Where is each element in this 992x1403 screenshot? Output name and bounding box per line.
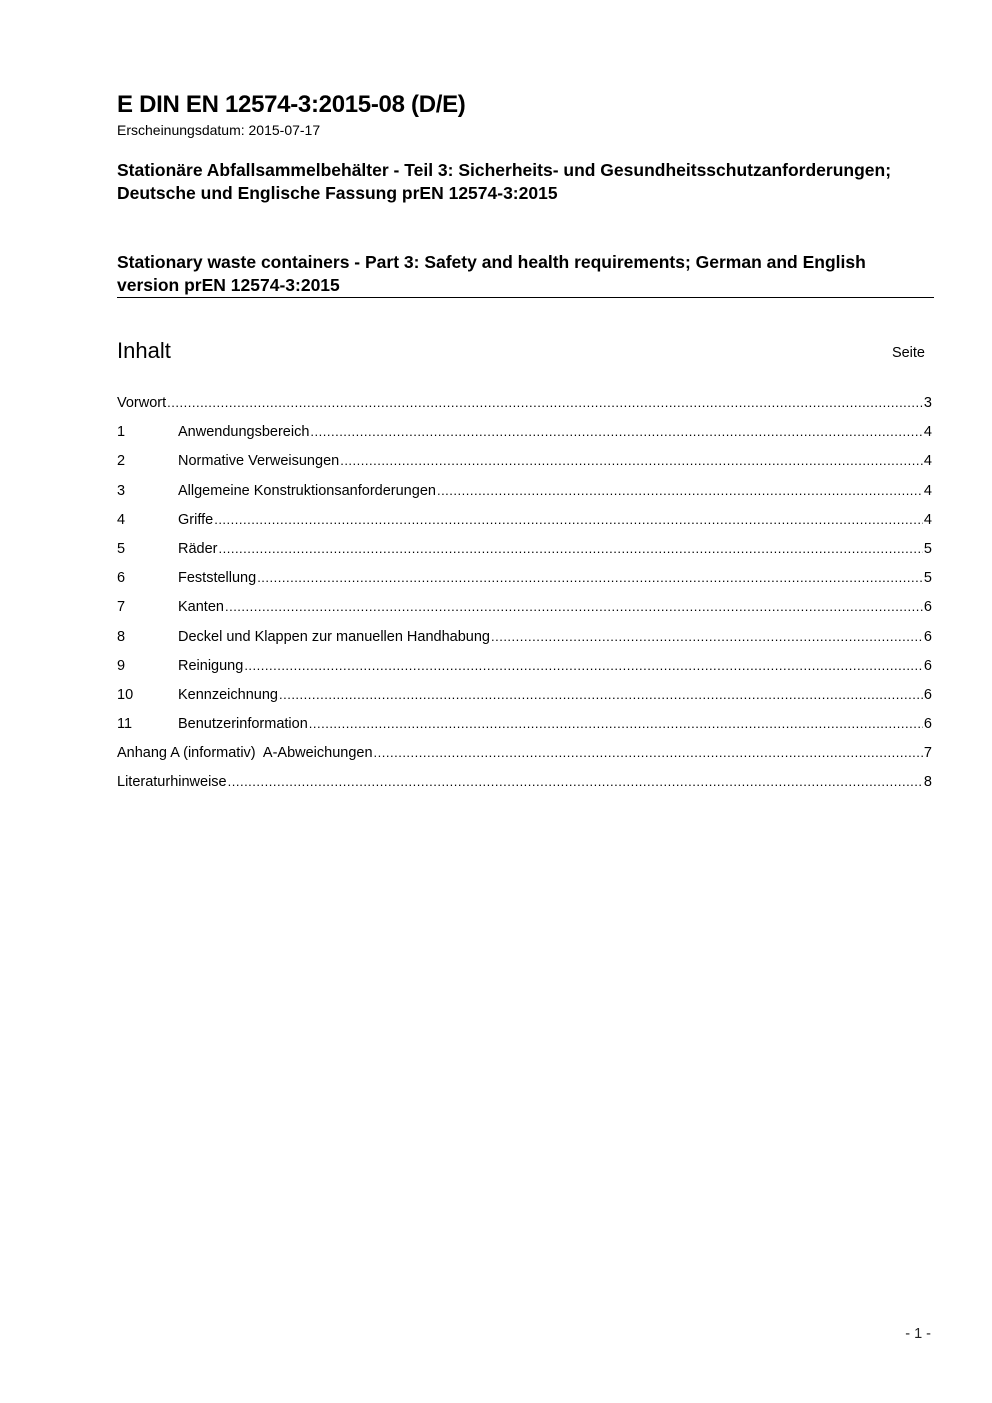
toc-leader-dots	[374, 743, 923, 763]
toc-entry-number: 6	[117, 570, 126, 587]
toc-entry-number: 3	[117, 482, 126, 499]
toc-entry-label[interactable]: Reinigung	[178, 657, 244, 674]
toc-entry-label[interactable]: Vorwort	[117, 395, 167, 411]
toc-entry-number: 9	[117, 657, 126, 674]
toc-entry-page: 7	[923, 745, 932, 762]
toc-entry-annex-a[interactable]	[117, 743, 932, 772]
toc-leader-dots	[244, 656, 923, 676]
toc-leader-dots	[309, 714, 923, 734]
toc-entry-page: 6	[923, 686, 932, 703]
toc-leader-dots	[225, 597, 923, 617]
toc-entry-label[interactable]: Kanten	[178, 599, 224, 616]
toc-leader-dots	[167, 393, 923, 413]
toc-page-label: Seite	[891, 345, 925, 361]
toc-entry-page: 5	[923, 540, 932, 557]
toc-entry-label[interactable]: Normative Verweisungen	[178, 453, 340, 470]
toc-entry-number: 2	[117, 453, 126, 470]
toc-entry-label[interactable]: Benutzerinformation	[178, 716, 308, 733]
publication-date: Erscheinungsdatum: 2015-07-17	[117, 122, 321, 138]
toc-entry-vorwort[interactable]	[117, 393, 932, 422]
toc-leader-dots	[214, 510, 923, 530]
toc-entry-label[interactable]: Feststellung	[178, 570, 257, 587]
toc-entry-page: 5	[923, 570, 932, 587]
toc-entry-page: 6	[923, 657, 932, 674]
toc-leader-dots	[228, 772, 923, 792]
toc-entry[interactable]	[117, 510, 932, 539]
toc-entry-page: 3	[923, 395, 932, 411]
toc-leader-dots	[340, 451, 923, 471]
toc-leader-dots	[310, 422, 923, 442]
title-divider	[117, 297, 934, 298]
toc-entry[interactable]	[117, 714, 932, 743]
toc-entry-page: 8	[923, 774, 932, 791]
toc-entry-page: 4	[923, 424, 932, 441]
toc-annex-label[interactable]	[117, 743, 373, 763]
toc-entry[interactable]	[117, 422, 932, 451]
toc-entry-label[interactable]: Allgemeine Konstruktionsanforderungen	[178, 482, 436, 499]
toc-entry[interactable]	[117, 627, 932, 656]
toc-entry-label[interactable]: Deckel und Klappen zur manuellen Handhabung	[178, 628, 490, 645]
toc-entry[interactable]	[117, 656, 932, 685]
toc-entry-page: 4	[923, 482, 932, 499]
toc-entry-page: 6	[923, 716, 932, 733]
toc-entry-page: 4	[923, 511, 932, 528]
toc-entry-number: 5	[117, 540, 126, 557]
toc-entry-label[interactable]: Kennzeichnung	[178, 686, 278, 703]
toc-entry-number: 1	[117, 424, 126, 441]
toc-entry-label[interactable]: Räder	[178, 540, 218, 557]
page-number: - 1 -	[905, 1326, 931, 1342]
english-title: Stationary waste containers - Part 3: Safety and health requirements; German and English version prEN 12574-3:2015	[117, 252, 866, 295]
toc-entry-label[interactable]: Anwendungsbereich	[178, 424, 310, 441]
toc-entry-number: 10	[117, 686, 134, 703]
toc-entry-page: 6	[923, 628, 932, 645]
toc-entry[interactable]	[117, 539, 932, 568]
toc-annex-title: A-Abweichungen	[255, 745, 373, 762]
toc-annex-prefix: Anhang A	[117, 745, 184, 762]
toc-entry[interactable]	[117, 451, 932, 480]
toc-heading: Inhalt	[117, 338, 171, 363]
toc-entry-bibliography[interactable]	[117, 772, 932, 801]
toc-entry-number: 4	[117, 511, 126, 528]
toc-entry-page: 6	[923, 599, 932, 616]
toc-entry[interactable]	[117, 481, 932, 510]
toc-leader-dots	[491, 627, 923, 647]
toc-entry[interactable]	[117, 568, 932, 597]
toc-leader-dots	[219, 539, 923, 559]
toc-entry-number: 7	[117, 599, 126, 616]
toc-entry[interactable]	[117, 597, 932, 626]
toc-entry-label[interactable]: Griffe	[178, 511, 214, 528]
toc-entry[interactable]	[117, 685, 932, 714]
toc-entry-page: 4	[923, 453, 932, 470]
toc-annex-informative: (informativ)	[183, 745, 256, 762]
toc-leader-dots	[257, 568, 923, 588]
toc-leader-dots	[437, 481, 923, 501]
toc-entry-number: 8	[117, 628, 126, 645]
toc-leader-dots	[279, 685, 923, 705]
toc-entry-label[interactable]: Literaturhinweise	[117, 774, 227, 791]
german-title: Stationäre Abfallsammelbehälter - Teil 3: Sicherheits- und Gesundheitsschutzanforderungen; Deutsche und Englische Fassung prEN 12574-3:2015	[117, 160, 892, 203]
table-of-contents	[117, 393, 932, 802]
toc-entry-number: 11	[117, 716, 133, 733]
document-id: E DIN EN 12574-3:2015-08 (D/E)	[117, 91, 466, 118]
